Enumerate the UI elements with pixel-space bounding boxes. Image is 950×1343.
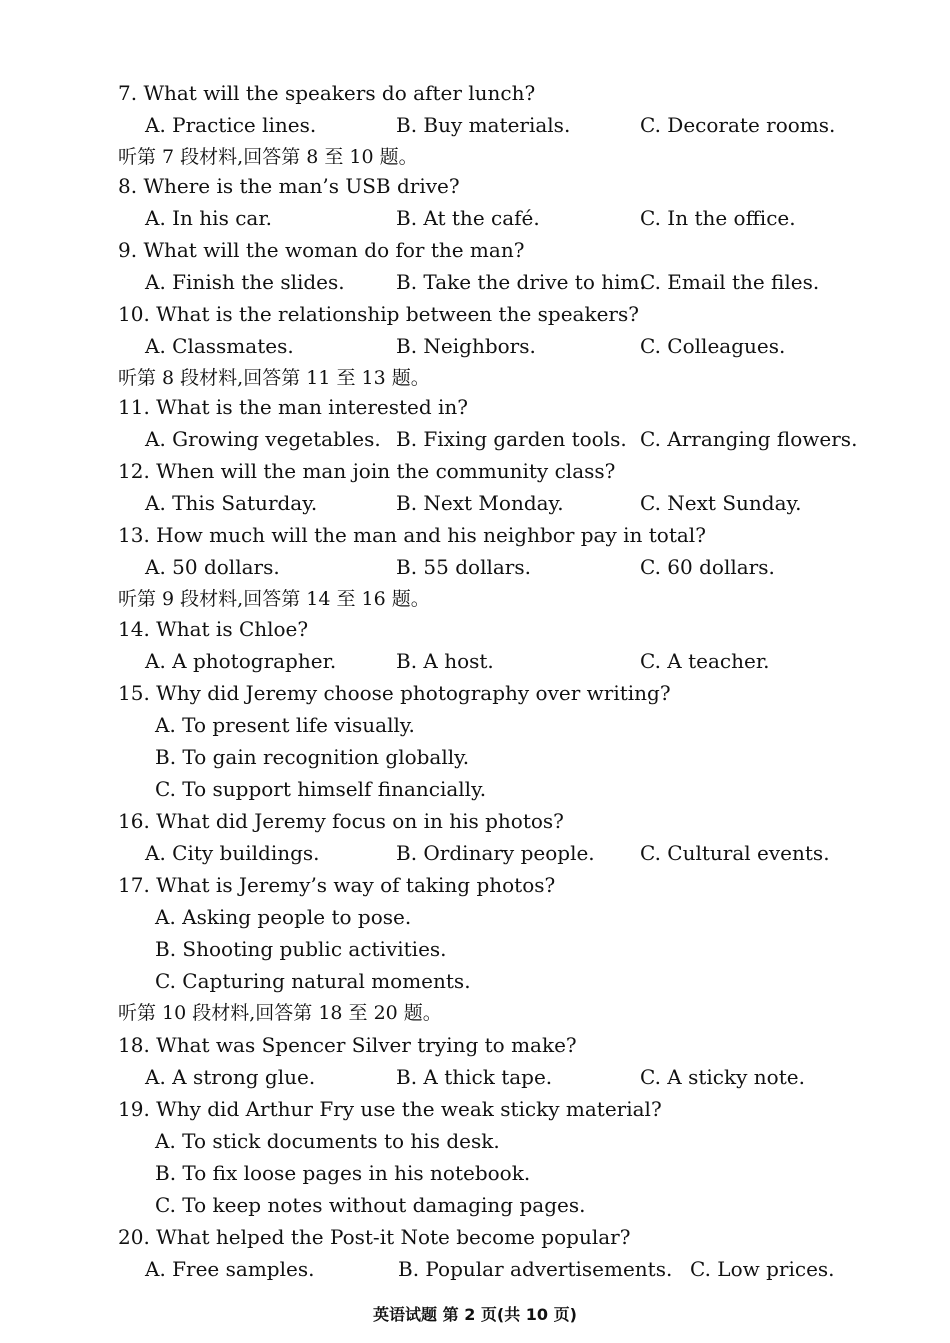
question: 7. What will the speakers do after lunch? (118, 81, 536, 105)
option-c: C. Decorate rooms. (640, 113, 836, 137)
page-footer: 英语试题 第 2 页(共 10 页) (373, 1305, 577, 1324)
question: 11. What is the man interested in? (118, 395, 469, 419)
option: A. To present life visually. (155, 713, 415, 737)
question: 16. What did Jeremy focus on in his photos? (118, 809, 564, 833)
option-b: B. A thick tape. (396, 1065, 553, 1089)
option-a: A. Classmates. (145, 334, 294, 358)
question: 8. Where is the man’s USB drive? (118, 174, 460, 198)
option-b: B. A host. (396, 649, 494, 673)
option-a: A. Finish the slides. (145, 270, 345, 294)
option-c: C. Email the files. (640, 270, 820, 294)
option-c: C. A teacher. (640, 649, 770, 673)
section-instruction: 听第 7 段材料,回答第 8 至 10 题。 (118, 146, 418, 168)
question: 13. How much will the man and his neighbor pay in total? (118, 523, 706, 547)
option: B. To fix loose pages in his notebook. (155, 1161, 531, 1185)
section-instruction: 听第 8 段材料,回答第 11 至 13 题。 (118, 367, 430, 389)
question: 10. What is the relationship between the speakers? (118, 302, 639, 326)
option-c: C. 60 dollars. (640, 555, 775, 579)
option: C. To keep notes without damaging pages. (155, 1193, 586, 1217)
question: 15. Why did Jeremy choose photography over writing? (118, 681, 671, 705)
option: A. To stick documents to his desk. (155, 1129, 500, 1153)
option-b: B. At the café. (396, 206, 540, 230)
option-a: A. In his car. (145, 206, 273, 230)
option-a: A. Growing vegetables. (145, 427, 381, 451)
option-a: A. A photographer. (145, 649, 337, 673)
option-b: B. Buy materials. (396, 113, 571, 137)
option: B. Shooting public activities. (155, 937, 447, 961)
option-c: C. Colleagues. (640, 334, 786, 358)
option-b: B. Take the drive to him. (396, 270, 646, 294)
option-a: A. A strong glue. (145, 1065, 316, 1089)
section-instruction: 听第 9 段材料,回答第 14 至 16 题。 (118, 588, 430, 610)
option: C. Capturing natural moments. (155, 969, 471, 993)
option-b: B. 55 dollars. (396, 555, 531, 579)
option: C. To support himself financially. (155, 777, 487, 801)
option-c: C. Low prices. (690, 1257, 835, 1281)
option-a: A. Practice lines. (145, 113, 317, 137)
option-c: C. In the office. (640, 206, 796, 230)
option-a: A. This Saturday. (145, 491, 318, 515)
option-c: C. A sticky note. (640, 1065, 805, 1089)
question: 14. What is Chloe? (118, 617, 309, 641)
option-c: C. Arranging flowers. (640, 427, 858, 451)
section-instruction: 听第 10 段材料,回答第 18 至 20 题。 (118, 1002, 442, 1024)
option-a: A. Free samples. (145, 1257, 315, 1281)
option-b: B. Popular advertisements. (398, 1257, 673, 1281)
option-b: B. Neighbors. (396, 334, 536, 358)
question: 17. What is Jeremy’s way of taking photos? (118, 873, 556, 897)
option-b: B. Ordinary people. (396, 841, 595, 865)
option-a: A. City buildings. (145, 841, 320, 865)
option-c: C. Next Sunday. (640, 491, 802, 515)
question: 18. What was Spencer Silver trying to make? (118, 1033, 577, 1057)
option: A. Asking people to pose. (155, 905, 412, 929)
option-b: B. Next Monday. (396, 491, 564, 515)
question: 12. When will the man join the community class? (118, 459, 616, 483)
question: 9. What will the woman do for the man? (118, 238, 525, 262)
option-c: C. Cultural events. (640, 841, 830, 865)
option-a: A. 50 dollars. (145, 555, 280, 579)
question: 19. Why did Arthur Fry use the weak sticky material? (118, 1097, 662, 1121)
question: 20. What helped the Post-it Note become popular? (118, 1225, 631, 1249)
option: B. To gain recognition globally. (155, 745, 470, 769)
option-b: B. Fixing garden tools. (396, 427, 627, 451)
